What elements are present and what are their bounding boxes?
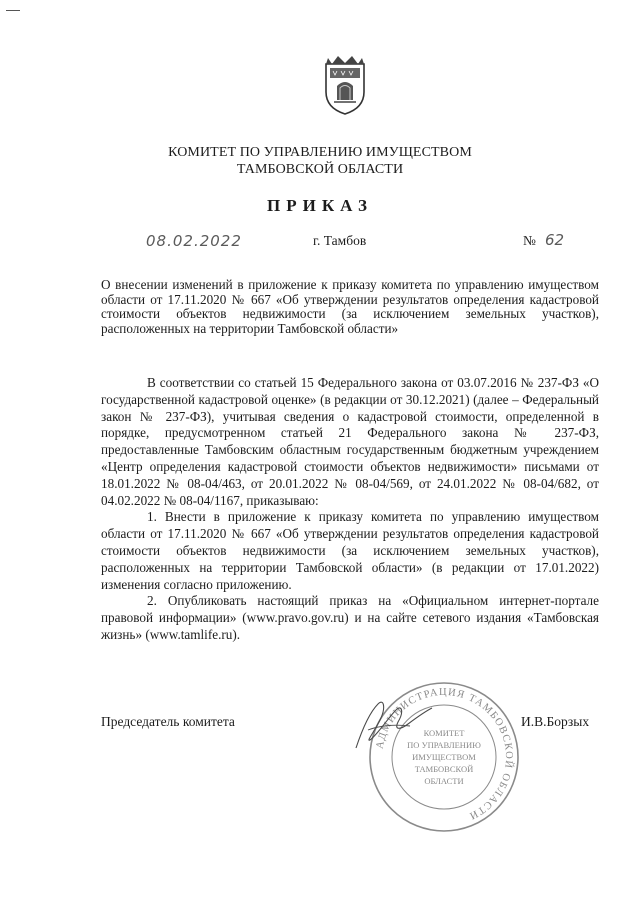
order-date: 08.02.2022: [146, 232, 242, 250]
stamp-line-3: ИМУЩЕСТВОМ: [412, 752, 476, 762]
stamp-ring-text: АДМИНИСТРАЦИЯ ТАМБОВСКОЙ ОБЛАСТИ: [374, 686, 515, 822]
stamp-line-4: ТАМБОВСКОЙ: [414, 764, 474, 774]
order-title: ПРИКАЗ: [267, 196, 373, 215]
coat-of-arms-icon: [318, 52, 372, 116]
order-number-label: №: [523, 233, 536, 248]
handwritten-signature: [348, 690, 438, 760]
committee-name: [0, 144, 640, 178]
committee-name-line2: ТАМБОВСКОЙ ОБЛАСТИ: [236, 162, 404, 177]
stamp-line-2: ПО УПРАВЛЕНИЮ: [407, 740, 481, 750]
committee-name-line1: КОМИТЕТ ПО УПРАВЛЕНИЮ ИМУЩЕСТВОМ: [168, 145, 472, 160]
order-item-2: 2. Опубликовать настоящий приказ на «Официальном интернет-портале правовой информации» (www.pravo.gov.ru) и на сайте сетевого издания «Тамбовская жизнь» (www.tamlife.ru).: [101, 593, 599, 642]
order-body: [101, 375, 599, 644]
order-number: 62: [545, 231, 565, 249]
signer-name: И.В.Борзых: [521, 714, 590, 729]
scan-mark: [6, 10, 20, 11]
stamp-line-5: ОБЛАСТИ: [424, 776, 464, 786]
order-city: г. Тамбов: [313, 233, 367, 248]
order-preamble: В соответствии со статьей 15 Федерального закона от 03.07.2016 № 237-ФЗ «О государственной кадастровой оценке» (в редакции от 30.12.2021) (далее – Федеральный закон № 237-ФЗ), учитывая сведения о кадастровой стоимости, определенной в порядке, предусмотренном статьей 21 Федерального закона № 237-ФЗ, предоставленные Тамбовским областным государственным бюджетным учреждением «Центр определения кадастровой стоимости объектов недвижимости» письмами от 18.01.2022 № 08-04/463, от 20.01.2022 № 08-04/569, от 24.01.2022 № 08-04/682, от 04.02.2022 № 08-04/1167, приказываю:: [101, 375, 599, 508]
order-item-1: 1. Внести в приложение к приказу комитета по управлению имуществом области от 17.11.2020 № 667 «Об утверждении результатов определения кадастровой стоимости объектов недвижимости (за исключением земельных участков), расположенных на территории Тамбовской области» (в редакции от 17.01.2022) изменения согласно приложению.: [101, 509, 599, 592]
signer-position: Председатель комитета: [101, 714, 235, 729]
order-subject: О внесении изменений в приложение к приказу комитета по управлению имуществом области от 17.11.2020 № 667 «Об утверждении результатов определения кадастровой стоимости объектов недвижимости (за исключением земельных участков), расположенных на территории Тамбовской области»: [101, 277, 599, 336]
stamp-line-1: КОМИТЕТ: [423, 728, 465, 738]
